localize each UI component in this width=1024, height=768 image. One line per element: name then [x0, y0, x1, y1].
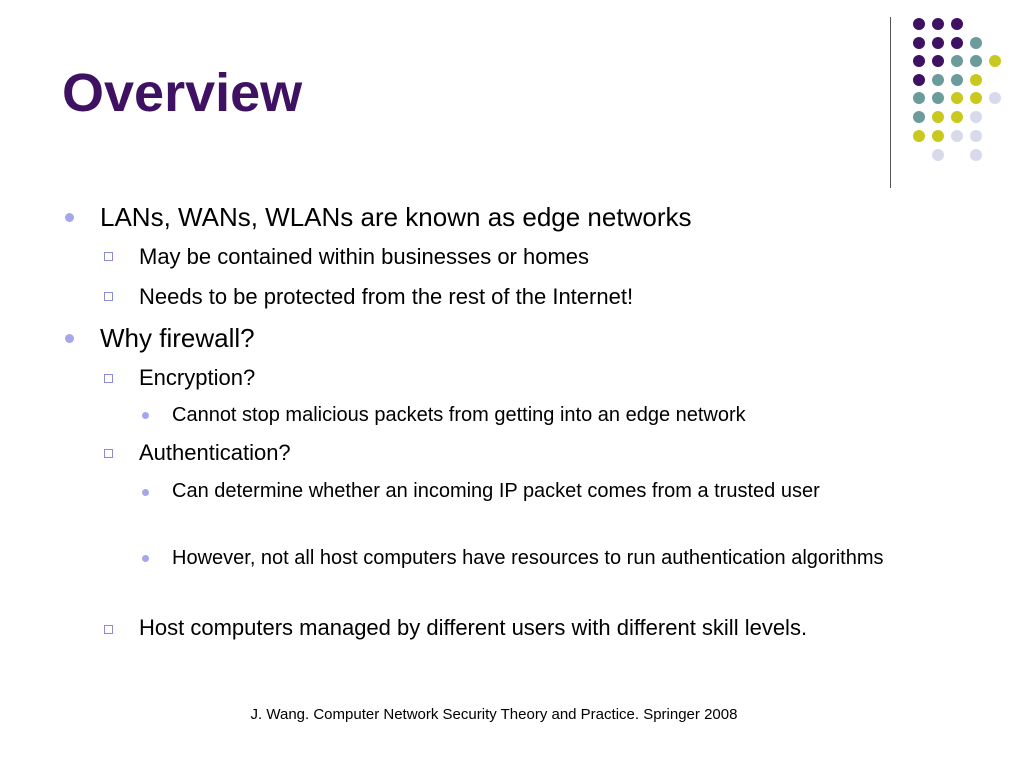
bullet-dot-icon	[65, 334, 74, 343]
bullet-square-icon	[104, 449, 113, 458]
bullet-square-icon	[104, 252, 113, 261]
bullet-item-level1: LANs, WANs, WLANs are known as edge networks	[100, 202, 692, 232]
bullet-dot-icon	[142, 555, 149, 562]
bullet-item-level2: Host computers managed by different users with different skill levels.	[139, 615, 808, 640]
bullet-dot-icon	[142, 489, 149, 496]
bullet-item-level2: May be contained within businesses or homes	[139, 244, 590, 269]
slide-title: Overview	[62, 63, 303, 123]
bullet-item-level1: Why firewall?	[100, 323, 255, 353]
bullet-dot-icon	[65, 213, 74, 222]
bullet-item-level3: Cannot stop malicious packets from getting into an edge network	[172, 404, 746, 426]
bullet-item-level3: However, not all host computers have resources to run authentication algorithms	[172, 547, 884, 569]
bullet-item-level3: Can determine whether an incoming IP packet comes from a trusted user	[172, 480, 820, 502]
bullet-square-icon	[104, 292, 113, 301]
bullet-item-level2: Encryption?	[139, 365, 256, 390]
bullet-square-icon	[104, 374, 113, 383]
slide-footer-citation: J. Wang. Computer Network Security Theory and Practice. Springer 2008	[250, 706, 738, 723]
bullet-item-level2: Authentication?	[139, 440, 291, 465]
bullet-item-level2: Needs to be protected from the rest of the Internet!	[139, 284, 634, 309]
bullet-dot-icon	[142, 412, 149, 419]
bullet-square-icon	[104, 625, 113, 634]
